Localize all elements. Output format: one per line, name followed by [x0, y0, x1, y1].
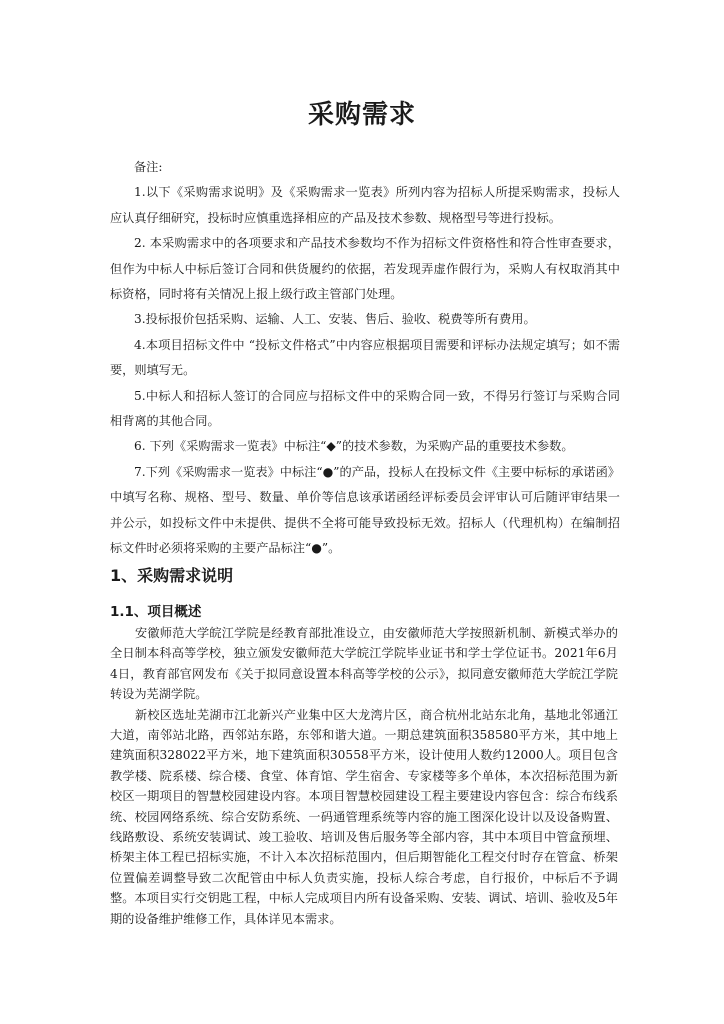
- note-item: 2. 本采购需求中的各项要求和产品技术参数均不作为招标文件资格性和符合性审查要求，但作为中标人中标后签订合同和供货履约的依据，若发现弄虚作假行为，采购人有权取消其中标资格，同时将有关情况上报上级行政主管部门处理。: [110, 236, 620, 302]
- notes-label: 备注:: [134, 160, 163, 174]
- note-item: 7.下列《采购需求一览表》中标注“●”的产品，投标人在投标文件《主要中标标的承诺函》中填写名称、规格、型号、数量、单价等信息该承诺函经评标委员会评审认可后随评审结果一并公示，如投标文件中未提供、提供不全将可能导致投标无效。招标人（代理机构）在编制招标文件时必须将采购的主要产品标注“●”。: [110, 464, 620, 556]
- section-heading: 1、采购需求说明: [110, 566, 234, 585]
- note-item: 4.本项目招标文件中 “投标文件格式”中内容应根据项目需要和评标办法规定填写；如不需要，则填写无。: [110, 337, 620, 378]
- page-title: 采购需求: [307, 100, 416, 130]
- overview-body: [110, 623, 618, 929]
- note-item: 5.中标人和招标人签订的合同应与招标文件中的采购合同一致，不得另行签订与采购合同相背离的其他合同。: [110, 388, 620, 429]
- note-item: 3.投标报价包括采购、运输、人工、安装、售后、验收、税费等所有费用。: [134, 312, 536, 327]
- note-item: 1.以下《采购需求说明》及《采购需求一览表》所列内容为招标人所提采购需求，投标人应认真仔细研究，投标时应慎重选择相应的产品及技术参数、规格型号等进行投标。: [110, 185, 620, 225]
- body-paragraph: 安徽师范大学皖江学院是经教育部批准设立，由安徽师范大学按照新机制、新模式举办的全日制本科高等学校，独立颁发安徽师范大学皖江学院毕业证书和学士学位证书。2021年6月4日，教育部官网发布《关于拟同意设置本科高等学校的公示》，拟同意安徽师范大学皖江学院转设为芜湖学院。: [110, 626, 618, 702]
- subsection-heading: 1.1、项目概述: [110, 604, 202, 620]
- notes-block: [110, 155, 620, 562]
- body-paragraph: 新校区选址芜湖市江北新兴产业集中区大龙湾片区，商合杭州北站东北角，基地北邻通江大道，南邻站北路，西邻站东路，东邻和谐大道。一期总建筑面积358580平方米，其中地上建筑面积328022平方米，地下建筑面积30558平方米，设计使用人数约12000人。项目包含教学楼、院系楼、综合楼、食堂、体育馆、学生宿舍、专家楼等多个单体，本次招标范围为新校区一期项目的智慧校园建设内容。本项目智慧校园建设工程主要建设内容包含：综合布线系统、校园网络系统、综合安防系统、一码通管理系统等内容的施工图深化设计以及设备购置、线路敷设、系统安装调试、竣工验收、培训及售后服务等全部内容，其中本项目中管盒预埋、桥架主体工程已招标实施，不计入本次招标范围内，但后期智能化工程交付时存在管盒、桥架位置偏差调整导致二次配管由中标人负责实施，投标人综合考虑，自行报价，中标后不予调整。本项目实行交钥匙工程，中标人完成项目内所有设备采购、安装、调试、培训、验收及5年期的设备维护维修工作，具体详见本需求。: [110, 707, 618, 926]
- note-item: 6. 下列《采购需求一览表》中标注“◆”的技术参数，为采购产品的重要技术参数。: [134, 439, 574, 454]
